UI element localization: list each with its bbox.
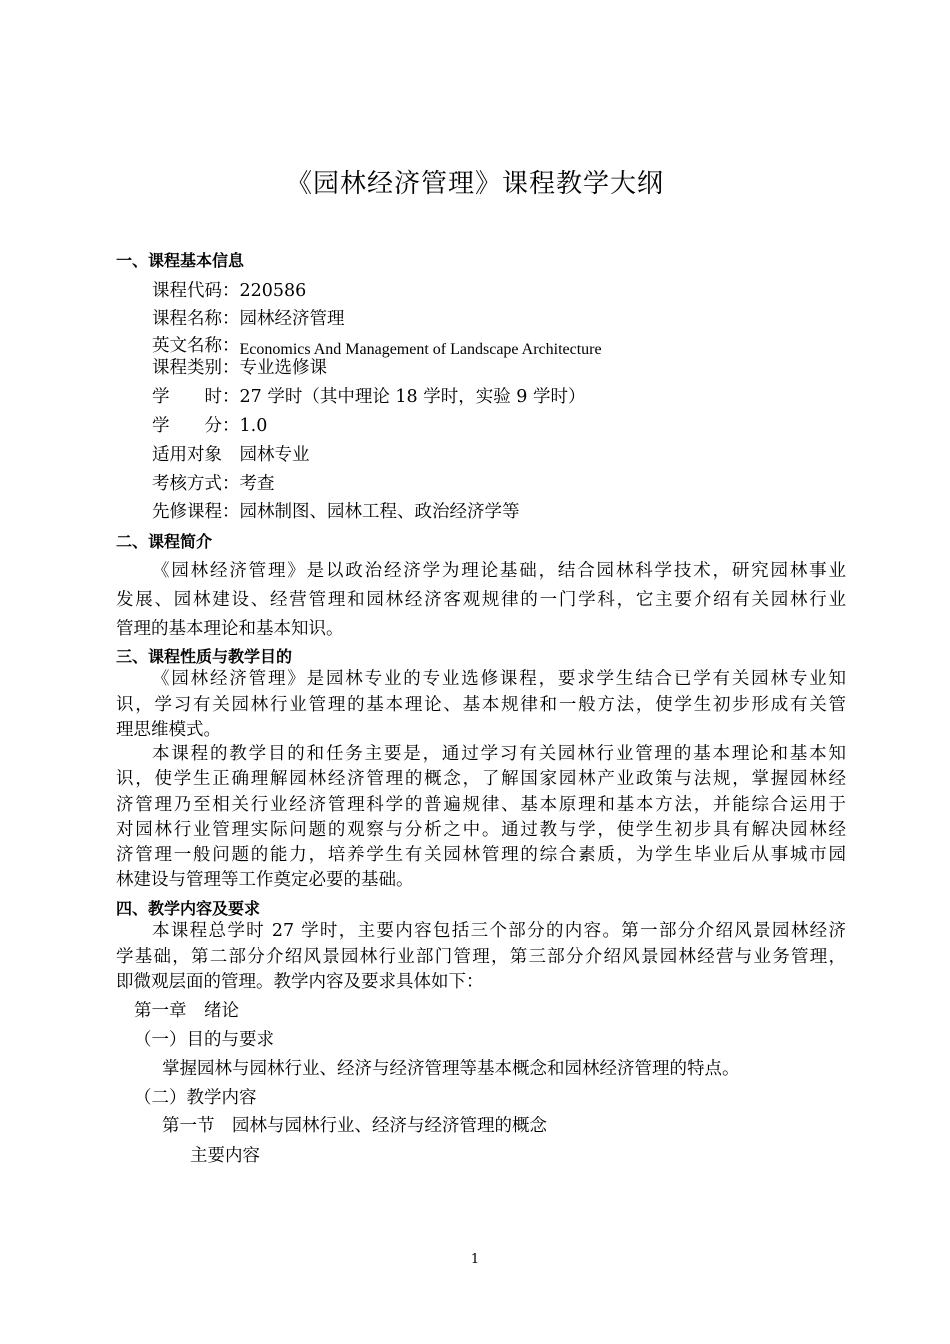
course-credits-value: 1.0 <box>239 416 268 436</box>
intro-line-1: 《园林经济管理》是以政治经济学为理论基础，结合园林科学技术，研究园林事业 <box>152 561 846 581</box>
assessment-method: 考核方式：考查 <box>152 474 275 494</box>
subheading-goals: （一）目的与要求 <box>134 1030 274 1050</box>
course-hours-label: 学 时： <box>152 387 240 407</box>
prerequisites: 先修课程：园林制图、园林工程、政治经济学等 <box>152 502 520 522</box>
nature-p2-line-4: 对园林行业管理实际问题的观察与分析之中。通过教与学，使学生初步具有解决园林经 <box>116 820 846 840</box>
section-heading-content: 四、教学内容及要求 <box>116 899 261 918</box>
nature-p1-line-2: 识，学习有关园林行业管理的基本理论、基本规律和一般方法，使学生初步形成有关管 <box>116 695 846 715</box>
course-hours <box>152 386 585 408</box>
course-name: 课程名称：园林经济管理 <box>152 309 345 329</box>
section-heading-intro: 二、课程简介 <box>116 532 213 551</box>
section-1-heading: 第一节 园林与园林行业、经济与经济管理的概念 <box>162 1116 547 1136</box>
english-name <box>152 335 602 358</box>
nature-p1-line-1: 《园林经济管理》是园林专业的专业选修课程，要求学生结合已学有关园林专业知 <box>152 669 846 689</box>
nature-p2-line-1: 本课程的教学目的和任务主要是，通过学习有关园林行业管理的基本理论和基本知 <box>152 744 846 764</box>
course-credits <box>152 415 267 437</box>
nature-p2-line-3: 济管理乃至相关行业经济管理科学的普遍规律、基本原理和基本方法，并能综合运用于 <box>116 795 846 815</box>
nature-p2-line-6: 林建设与管理等工作奠定必要的基础。 <box>116 870 414 890</box>
course-credits-label: 学 分： <box>152 416 240 436</box>
course-audience: 适用对象 园林专业 <box>152 445 310 465</box>
intro-line-3: 管理的基本理论和基本知识。 <box>116 619 344 639</box>
chapter-1-heading: 第一章 绪论 <box>134 1001 239 1021</box>
content-line-1: 本课程总学时 27 学时，主要内容包括三个部分的内容。第一部分介绍风景园林经济 <box>152 921 846 941</box>
nature-p1-line-3: 理思维模式。 <box>116 720 221 740</box>
nature-p2-line-2: 识，使学生正确理解园林经济管理的概念，了解国家园林产业政策与法规，掌握园林经 <box>116 769 846 789</box>
section-heading-nature: 三、课程性质与教学目的 <box>116 647 293 666</box>
content-line-3: 即微观层面的管理。教学内容及要求具体如下： <box>116 972 484 992</box>
course-hours-value: 27 学时（其中理论 18 学时，实验 9 学时） <box>239 387 586 407</box>
english-name-value: Economics And Management of Landscape Architecture <box>239 341 602 358</box>
subheading-teaching-content: （二）教学内容 <box>134 1088 257 1108</box>
goals-text: 掌握园林与园林行业、经济与经济管理等基本概念和园林经济管理的特点。 <box>162 1059 740 1079</box>
nature-p2-line-5: 济管理一般问题的能力，培养学生有关园林管理的综合素质，为学生毕业后从事城市园 <box>116 845 846 865</box>
document-title: 《园林经济管理》课程教学大纲 <box>285 169 664 199</box>
page-number: 1 <box>470 1252 480 1267</box>
english-name-label: 英文名称： <box>152 336 240 356</box>
content-line-2: 学基础，第二部分介绍风景园林行业部门管理，第三部分介绍风景园林经营与业务管理， <box>116 947 846 967</box>
course-code: 课程代码：220586 <box>152 281 307 301</box>
main-content-label: 主要内容 <box>190 1146 260 1166</box>
intro-line-2: 发展、园林建设、经营管理和园林经济客观规律的一门学科，它主要介绍有关园林行业 <box>116 590 846 610</box>
section-heading-basic-info: 一、课程基本信息 <box>116 251 245 270</box>
course-category: 课程类别：专业选修课 <box>152 358 327 378</box>
